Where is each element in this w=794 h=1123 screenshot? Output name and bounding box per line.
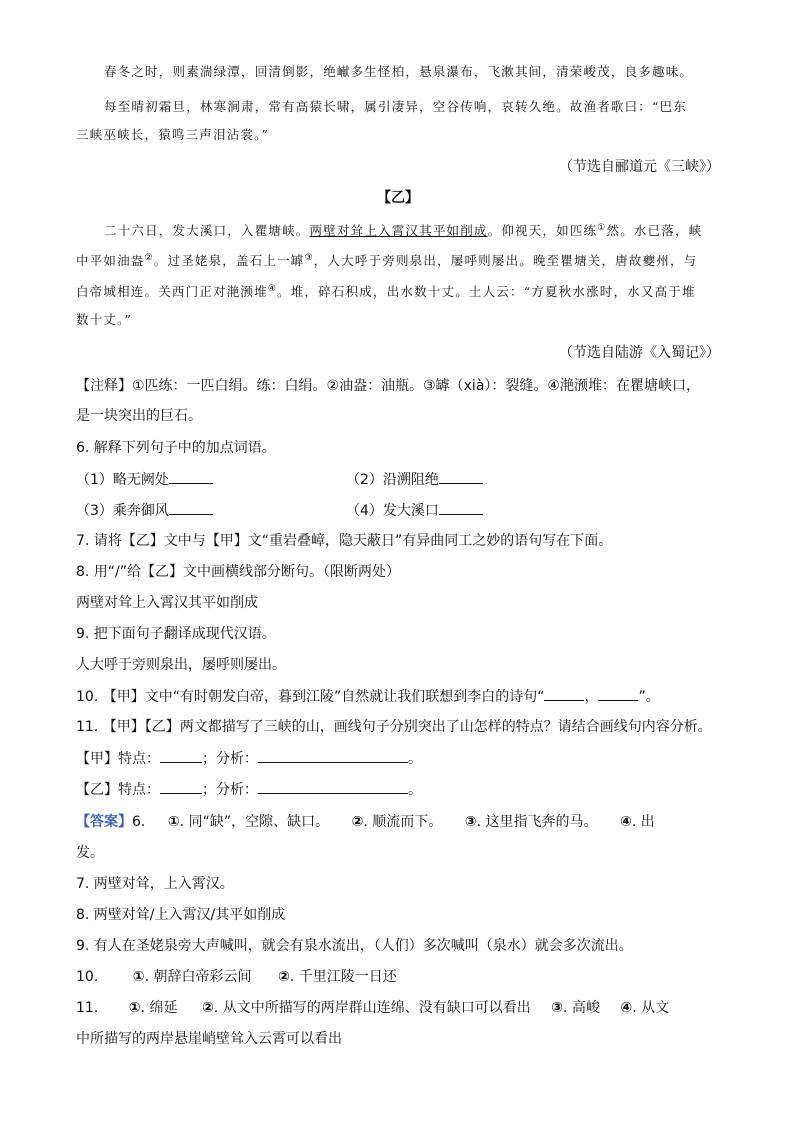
- q11-jia-feature-blank[interactable]: [160, 748, 202, 763]
- answer-11-text-1: . 绵延: [140, 1000, 178, 1016]
- yi-passage-line-3: [76, 279, 720, 302]
- answer-label: 【答案】: [76, 814, 132, 830]
- jia-passage-line-2: 每至晴初霜旦，林寒涧肃，常有高猿长啸，属引凄异，空谷传响，哀转久绝。故渔者歌曰：“巴东: [104, 99, 687, 114]
- jia-passage-line-1: 春冬之时，则素湍绿潭，回清倒影，绝𪩘多生怪柏，悬泉瀑布，飞漱其间，清荣峻茂，良多趣味。: [104, 64, 694, 79]
- notes-line-1: 【注释】①匹练：一匹白绢。练：白绢。②油盎：油瓶。③罅（xià）：裂缝。④滟滪堆：在瞿塘峡口，: [76, 378, 700, 394]
- answer-10-text-2: . 千里江陵一日还: [289, 969, 397, 985]
- note-marker-4: ④: [267, 284, 278, 294]
- q11-yi-label: 【乙】特点：: [76, 782, 160, 798]
- question-6-row-2: [76, 500, 720, 521]
- yi-line3-a: 白帝城相连。关西门正对滟滪堆: [76, 284, 268, 300]
- yi-passage-line-4: 数十丈。”: [76, 312, 133, 327]
- answer-11-circle-3: ③: [551, 1000, 564, 1016]
- q6-blank-2[interactable]: [439, 469, 483, 484]
- q6-item-2-wrap: [346, 469, 483, 490]
- q11-yi-analysis-blank[interactable]: [258, 779, 408, 794]
- q10-blank-2[interactable]: [598, 686, 638, 701]
- answer-11-num: 11.: [76, 1000, 99, 1016]
- q11-jia-end: 。: [408, 751, 422, 767]
- yi-line3-b: 。堆，碎石积成，出水数十丈。土人云：“方夏秋水涨时，水又高于堆: [277, 284, 696, 300]
- answer-10-num: 10.: [76, 969, 99, 985]
- note-marker-2: ②: [144, 253, 154, 263]
- answer-6-circle-2: ②: [351, 814, 364, 830]
- answer-11: [76, 998, 720, 1018]
- answer-11-circle-1: ①: [128, 1000, 141, 1016]
- q6-blank-1[interactable]: [169, 469, 213, 484]
- answer-6-text-1: . 同“缺”，空隙、缺口。: [179, 814, 330, 830]
- jia-source: （节选自郦道元《三峡》）: [559, 159, 720, 175]
- answer-6-circle-1: ①: [167, 814, 180, 830]
- yi-underlined-sentence: 两壁对耸上入霄汉其平如削成: [309, 223, 488, 239]
- yi-line2-a: 中平如油盎: [76, 253, 145, 269]
- q10-blank-1[interactable]: [544, 686, 584, 701]
- answer-6-circle-4: ④: [619, 814, 632, 830]
- question-8-stem: 8. 用“/”给【乙】文中画横线部分断句。（限断两处）: [76, 564, 401, 580]
- q6-blank-3[interactable]: [169, 500, 213, 515]
- note-marker-3: ③: [304, 253, 314, 263]
- q11-yi-analysis-label: ；分析：: [202, 782, 258, 798]
- yi-heading: 【乙】: [377, 190, 419, 206]
- question-10: [76, 686, 720, 707]
- question-11-jia: [76, 748, 720, 769]
- answer-6-text-3: . 这里指飞奔的马。: [476, 814, 598, 830]
- yi-line2-c: ，人大呼于旁则泉出，屡呼则屡出。晚至瞿塘关，唐故夔州，与: [313, 253, 698, 269]
- q10-text-b: ”。: [638, 689, 660, 705]
- answer-10-circle-1: ①: [132, 969, 145, 985]
- answer-8: 8. 两壁对耸/上入霄汉/其平如削成: [76, 907, 286, 923]
- answer-6-text-2: . 顺流而下。: [363, 814, 443, 830]
- question-7: 7. 请将【乙】文中与【甲】文“重岩叠嶂，隐天蔽日”有异曲同工之妙的语句写在下面。: [76, 533, 613, 549]
- q11-jia-label: 【甲】特点：: [76, 751, 160, 767]
- q6-item-1: （1）略无阙处: [76, 472, 169, 488]
- question-6-stem: 6. 解释下列句子中的加点词语。: [76, 440, 276, 456]
- answer-6-circle-3: ③: [464, 814, 477, 830]
- answer-6-text-4: . 出: [631, 814, 655, 830]
- q11-jia-analysis-blank[interactable]: [258, 748, 408, 763]
- q6-item-4: （4）发大溪口: [346, 503, 439, 519]
- yi-passage-line-2: [76, 248, 720, 271]
- yi-line1-b: 。仰视天，如匹练: [487, 223, 598, 239]
- question-8-text: 两壁对耸上入霄汉其平如削成: [76, 595, 258, 611]
- yi-passage-line-1: [76, 218, 720, 241]
- yi-line1-a: 二十六日，发大溪口，入瞿塘峡。: [104, 223, 310, 239]
- answer-11-circle-4: ④: [620, 1000, 633, 1016]
- q10-text-a: 10. 【甲】文中“有时朝发白帝，暮到江陵”自然就让我们联想到李白的诗句“: [76, 689, 545, 705]
- answer-11-circle-2: ②: [201, 1000, 214, 1016]
- q6-item-2: （2）沿溯阻绝: [346, 472, 439, 488]
- question-9-stem: 9. 把下面句子翻译成现代汉语。: [76, 626, 276, 642]
- answer-10-circle-2: ②: [277, 969, 290, 985]
- answer-11-text-3: . 高峻: [563, 1000, 600, 1016]
- q11-jia-analysis-label: ；分析：: [202, 751, 258, 767]
- question-9-text: 人大呼于旁则泉出，屡呼则屡出。: [76, 657, 286, 673]
- answer-11-continued: 中所描写的两岸悬崖峭壁耸入云霄可以看出: [76, 1031, 342, 1047]
- q6-item-4-wrap: [346, 500, 483, 521]
- question-11-stem: 11. 【甲】【乙】两文都描写了三峡的山，画线句子分别突出了山怎样的特点？请结合画线句内容分析。: [76, 719, 712, 735]
- q10-sep: ，: [584, 689, 599, 705]
- yi-source: （节选自陆游《入蜀记》）: [559, 345, 720, 361]
- q6-blank-4[interactable]: [439, 500, 483, 515]
- q6-item-3: （3）乘奔御风: [76, 503, 169, 519]
- answer-11-text-2: . 从文中所描写的两岸群山连绵、没有缺口可以看出: [213, 1000, 531, 1016]
- jia-passage-line-3: 三峡巫峡长，猿鸣三声泪沾裳。”: [76, 127, 270, 142]
- answer-9: 9. 有人在圣姥泉旁大声喊叫，就会有泉水流出，（人们）多次喊叫（泉水）就会多次流出。: [76, 938, 633, 954]
- answer-10-text-1: . 朝辞白帝彩云间: [144, 969, 252, 985]
- q11-yi-feature-blank[interactable]: [160, 779, 202, 794]
- answer-11-text-4: . 从文: [632, 1000, 670, 1016]
- q11-yi-end: 。: [408, 782, 422, 798]
- yi-line2-b: 。过圣姥泉，盖石上一罅: [153, 253, 305, 269]
- question-6-row-1: [76, 469, 720, 490]
- notes-line-2: 是一块突出的巨石。: [76, 408, 202, 424]
- note-marker-1: ①: [597, 223, 607, 233]
- answer-6-num: 6.: [132, 814, 146, 830]
- answer-6-continued: 发。: [76, 845, 104, 861]
- question-11-yi: [76, 779, 720, 800]
- answer-7: 7. 两壁对耸，上入霄汉。: [76, 876, 234, 892]
- yi-line1-c: 然。水已落，峡: [606, 223, 703, 239]
- answer-10: [76, 967, 720, 987]
- answer-6: [76, 812, 720, 832]
